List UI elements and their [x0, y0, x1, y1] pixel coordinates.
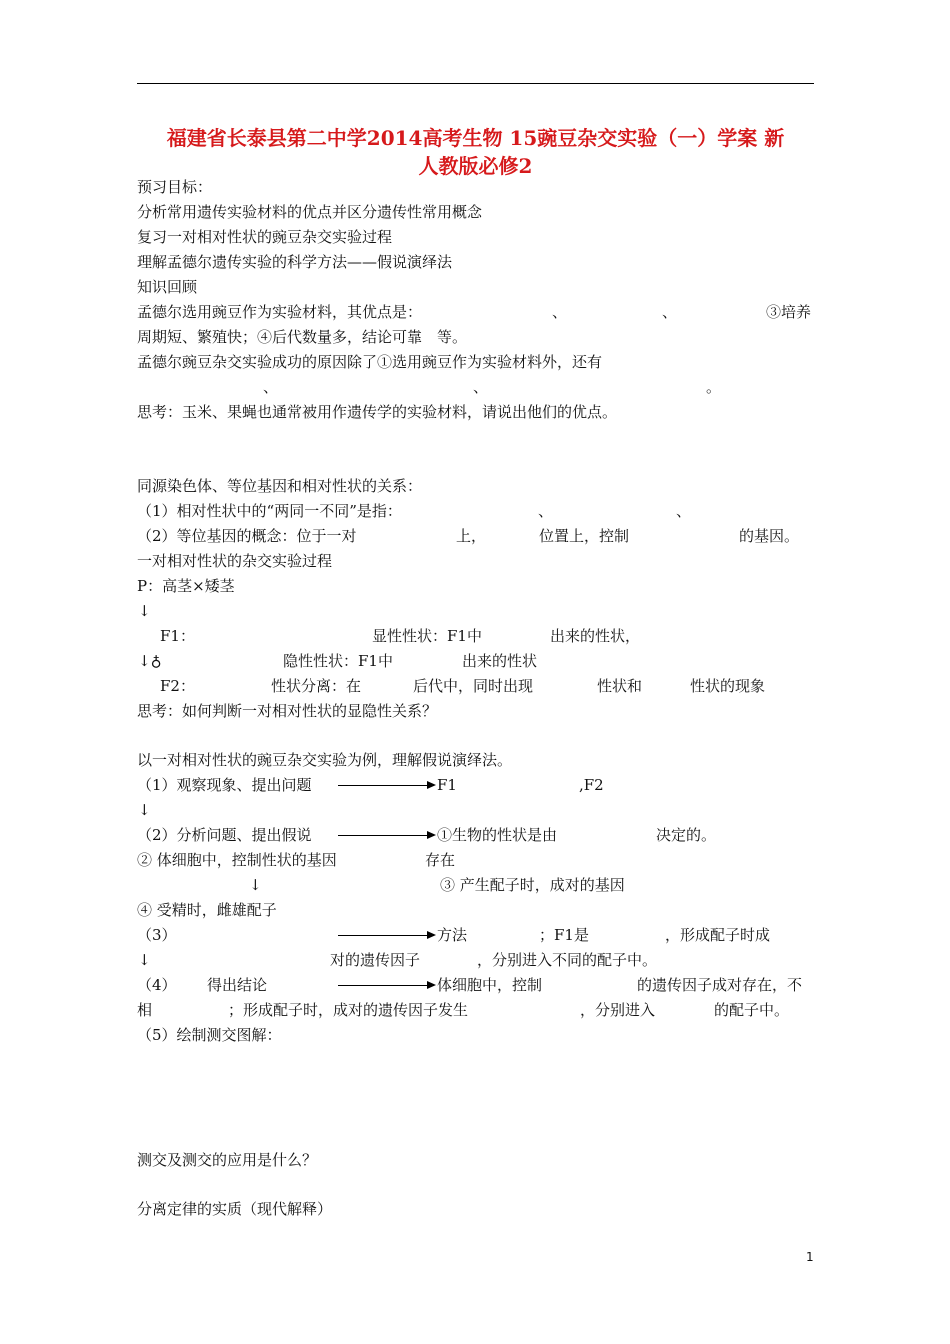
relation-2-c: 位置上，控制 — [539, 527, 630, 545]
hypothesis-2: ② 体细胞中，控制性状的基因 — [137, 851, 337, 869]
step-4-c: 的遗传因子成对存在，不 — [637, 976, 803, 994]
question-1-sep: 、 — [662, 303, 678, 321]
down-arrow-icon: ↓ — [138, 951, 151, 969]
dominant-trait-b: 出来的性状， — [550, 627, 641, 645]
question-2-sep: 、 — [263, 378, 279, 396]
selfing-arrow-icon: ↓♁ — [138, 652, 162, 670]
question-2-sep: 、 — [473, 378, 489, 396]
relation-heading: 同源染色体、等位基因和相对性状的关系： — [137, 477, 423, 495]
segregation-a: 性状分离：在 — [271, 677, 362, 695]
step-4: （4） — [137, 976, 177, 994]
hypothesis-2-b: 存在 — [425, 851, 456, 869]
document-title-continued: 人教版必修2 — [418, 154, 533, 178]
preview-heading: 预习目标： — [137, 178, 213, 196]
recessive-trait: 隐性性状：F1中 — [283, 652, 393, 670]
step-3: （3） — [137, 926, 177, 944]
step-4-d: 相 — [137, 1001, 153, 1019]
step-1-f2: ,F2 — [579, 776, 604, 794]
relation-1-sep: 、 — [676, 502, 692, 520]
step-3-d: 对的遗传因子 — [330, 951, 421, 969]
hypothesis-4: ④ 受精时，雌雄配子 — [137, 901, 277, 919]
segregation-c: 性状和 — [597, 677, 643, 695]
document-title: 福建省长泰县第二中学2014高考生物 15豌豆杂交实验（一）学案 新 — [166, 126, 785, 150]
review-heading: 知识回顾 — [137, 278, 198, 296]
right-arrow-icon — [338, 985, 434, 986]
goal-2: 复习一对相对性状的豌豆杂交实验过程 — [137, 228, 393, 246]
relation-2-b: 上， — [456, 527, 487, 545]
parent-cross: P：高茎×矮茎 — [137, 577, 235, 595]
question-2: 孟德尔豌豆杂交实验成功的原因除了①选用豌豆作为实验材料外，还有 — [137, 353, 603, 371]
question-1-cont: 周期短、繁殖快；④后代数量多，结论可靠 等。 — [137, 328, 468, 346]
step-4-e: ；形成配子时，成对的遗传因子发生 — [228, 1001, 469, 1019]
recessive-trait-b: 出来的性状 — [462, 652, 538, 670]
segregation-d: 性状的现象 — [690, 677, 766, 695]
f1-label: F1： — [160, 627, 195, 645]
testcross-question: 测交及测交的应用是什么？ — [137, 1151, 318, 1169]
down-arrow-icon: ↓ — [138, 602, 151, 620]
question-1-sep: 、 — [552, 303, 568, 321]
step-3-a: 方法 — [437, 926, 468, 944]
step-2: （2）分析问题、提出假说 — [137, 826, 312, 844]
hypothesis-3: ③ 产生配子时，成对的基因 — [440, 876, 625, 894]
hypothesis-1-b: 决定的。 — [656, 826, 717, 844]
f2-label: F2： — [160, 677, 195, 695]
dominant-trait: 显性性状：F1中 — [372, 627, 482, 645]
hypothesis-1: ①生物的性状是由 — [437, 826, 558, 844]
question-1-tail: ③培养 — [766, 303, 812, 321]
relation-2-d: 的基因。 — [739, 527, 800, 545]
right-arrow-icon — [338, 785, 434, 786]
step-3-e: ，分别进入不同的配子中。 — [477, 951, 658, 969]
step-3-b: ；F1是 — [539, 926, 589, 944]
think-question-2: 思考：如何判断一对相对性状的显隐性关系？ — [137, 702, 438, 720]
step-3-c: ，形成配子时成 — [665, 926, 771, 944]
relation-2: （2）等位基因的概念：位于一对 — [137, 527, 357, 545]
relation-1: （1）相对性状中的“两同一不同”是指： — [137, 502, 402, 520]
step-5: （5）绘制测交图解： — [137, 1026, 282, 1044]
step-1: （1）观察现象、提出问题 — [137, 776, 312, 794]
essence-question: 分离定律的实质（现代解释） — [137, 1200, 333, 1218]
question-2-end: 。 — [706, 378, 722, 396]
header-rule — [137, 83, 814, 84]
goal-3: 理解孟德尔遗传实验的科学方法——假说演绎法 — [137, 253, 453, 271]
goal-1: 分析常用遗传实验材料的优点并区分遗传性常用概念 — [137, 203, 483, 221]
down-arrow-icon: ↓ — [138, 801, 151, 819]
step-4-a: 得出结论 — [207, 976, 268, 994]
step-4-b: 体细胞中，控制 — [437, 976, 543, 994]
right-arrow-icon — [338, 835, 434, 836]
page-number: 1 — [806, 1250, 814, 1264]
step-1-f1: F1 — [437, 776, 457, 794]
step-4-f: ，分别进入 — [580, 1001, 656, 1019]
think-question-1: 思考：玉米、果蝇也通常被用作遗传学的实验材料，请说出他们的优点。 — [137, 403, 618, 421]
relation-1-sep: 、 — [538, 502, 554, 520]
process-heading: 一对相对性状的杂交实验过程 — [137, 552, 333, 570]
down-arrow-icon: ↓ — [249, 876, 262, 894]
step-4-g: 的配子中。 — [714, 1001, 790, 1019]
segregation-b: 后代中，同时出现 — [413, 677, 534, 695]
question-1: 孟德尔选用豌豆作为实验材料，其优点是： — [137, 303, 423, 321]
right-arrow-icon — [338, 935, 434, 936]
example-heading: 以一对相对性状的豌豆杂交实验为例，理解假说演绎法。 — [137, 751, 513, 769]
